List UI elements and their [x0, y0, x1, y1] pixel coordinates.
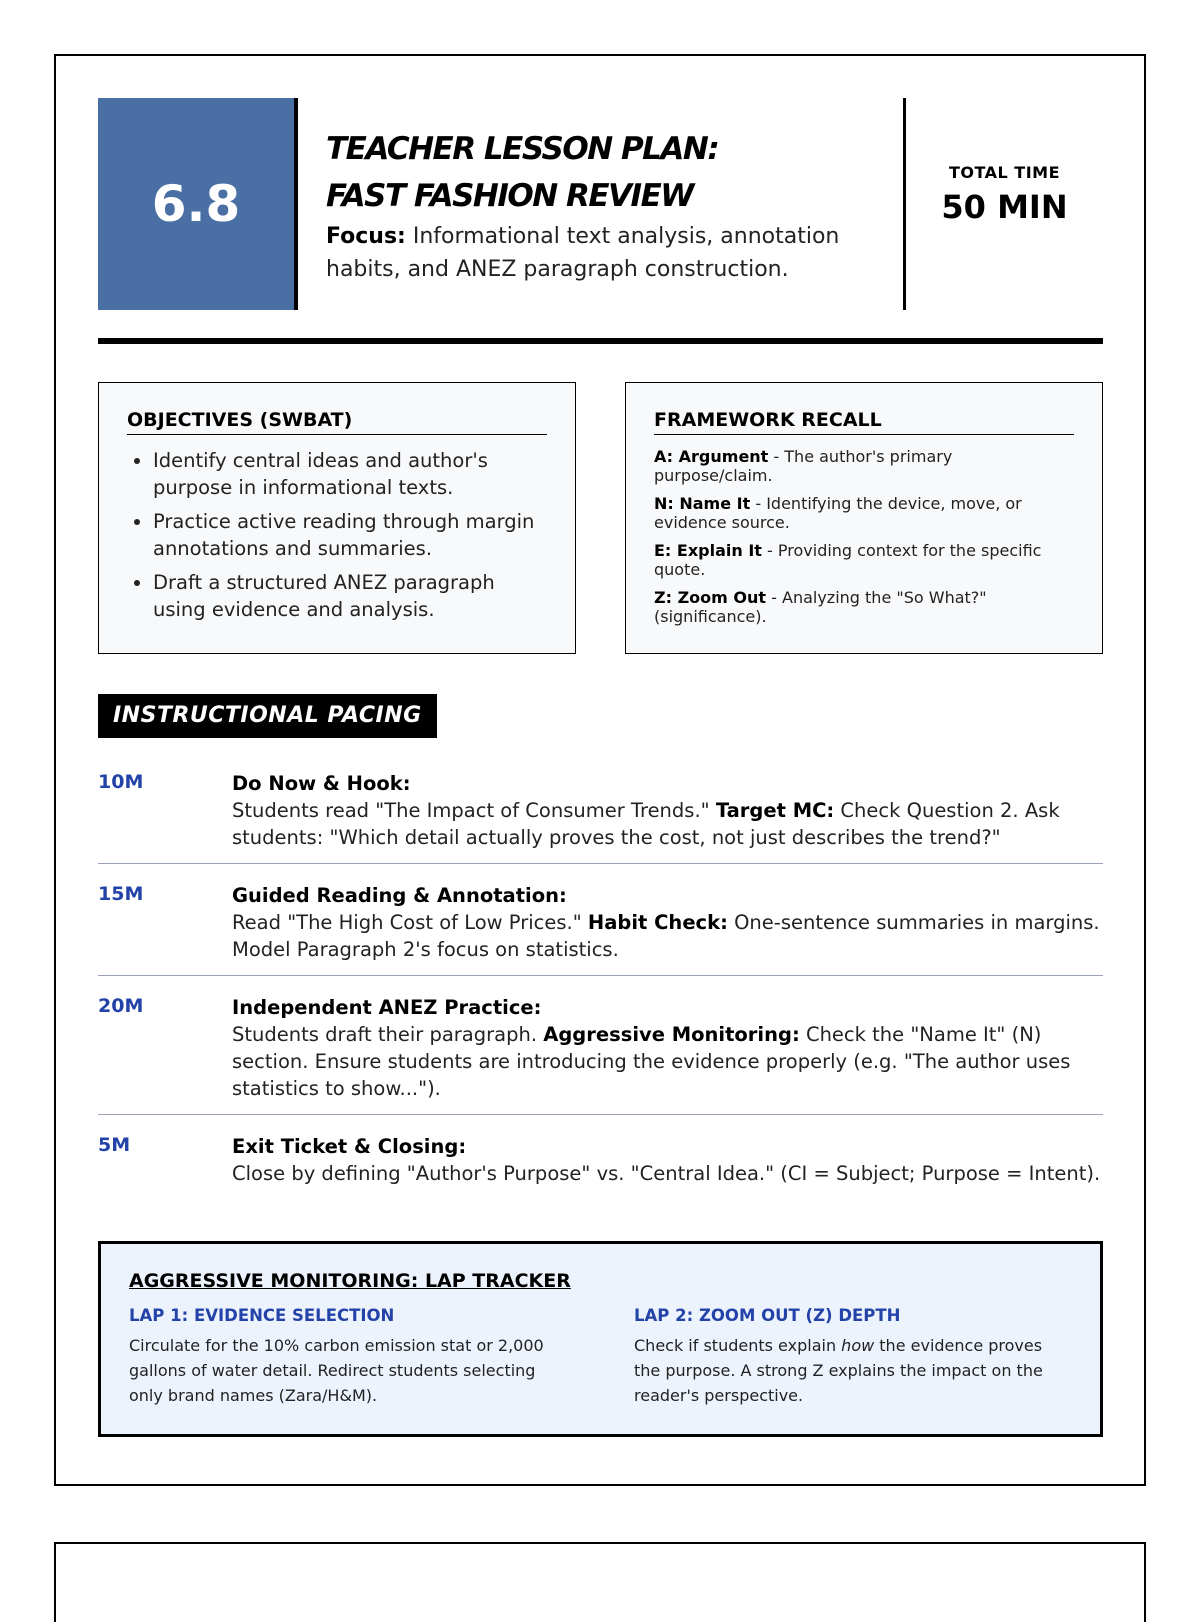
pacing-row — [98, 864, 1103, 976]
pacing-row — [98, 762, 1103, 864]
framework-desc: - Providing context for the specific quote. — [654, 541, 1042, 579]
pacing-body — [232, 770, 1103, 851]
objective-item: • Practice active reading through margin annotations and summaries. — [153, 508, 547, 562]
pacing-body — [232, 994, 1103, 1102]
pacing-row — [98, 1115, 1103, 1199]
lap-2 — [634, 1306, 1072, 1408]
pacing-list — [98, 762, 1103, 1199]
framework-desc: - Analyzing the "So What?" (significance). — [654, 588, 987, 626]
info-boxes — [98, 382, 1103, 654]
page-title: TEACHER LESSON PLAN: FAST FASHION REVIEW — [326, 131, 719, 214]
pacing-text: Check the "Name It" (N) section. Ensure students are introducing the evidence properly (e.g. "The author uses statistics to show..."). — [232, 1023, 1071, 1100]
pacing-heading: INSTRUCTIONAL PACING — [98, 694, 437, 738]
pacing-text: Students draft their paragraph. — [232, 1023, 538, 1046]
lap-tracker-box — [98, 1241, 1103, 1437]
framework-item — [654, 494, 1074, 532]
lap-columns — [129, 1306, 1072, 1408]
objectives-title: OBJECTIVES (SWBAT) — [127, 409, 547, 435]
pacing-text: Close by defining "Author's Purpose" vs. "Central Idea." (CI = Subject; Purpose = Intent). — [232, 1162, 1101, 1185]
focus-text: Informational text analysis, annotation habits, and ANEZ paragraph construction. — [326, 224, 840, 282]
lap-2-title: LAP 2: ZOOM OUT (Z) DEPTH — [634, 1306, 901, 1325]
pacing-bold: Target MC: — [715, 799, 835, 822]
lap-2-text-b: the evidence proves the purpose. A strong Z explains the impact on the reader's perspective. — [634, 1336, 1043, 1405]
title-block — [298, 98, 903, 310]
total-time-label: TOTAL TIME — [948, 162, 1061, 182]
framework-term: Z: Zoom Out — [654, 588, 767, 607]
framework-term: N: Name It — [654, 494, 751, 513]
framework-desc: - The author's primary purpose/claim. — [654, 447, 953, 485]
framework-item — [654, 588, 1074, 626]
framework-term: E: Explain It — [654, 541, 762, 560]
objectives-list — [127, 447, 547, 623]
total-time-block — [903, 98, 1103, 310]
lesson-plan-page — [54, 54, 1146, 1486]
framework-title: FRAMEWORK RECALL — [654, 409, 1074, 435]
pacing-title: Guided Reading & Annotation: — [232, 884, 567, 907]
pacing-time: 5M — [98, 1134, 131, 1156]
focus-label: Focus: — [326, 224, 406, 249]
lap-1-title: LAP 1: EVIDENCE SELECTION — [129, 1306, 395, 1325]
pacing-bold: Habit Check: — [587, 911, 728, 934]
pacing-time: 15M — [98, 883, 144, 905]
pacing-title: Do Now & Hook: — [232, 772, 411, 795]
next-page — [54, 1542, 1146, 1622]
framework-box — [625, 382, 1103, 654]
framework-desc: - Identifying the device, move, or evidence source. — [654, 494, 1022, 532]
objective-item: • Draft a structured ANEZ paragraph using evidence and analysis. — [153, 569, 547, 623]
framework-item — [654, 447, 1074, 485]
lap-2-text — [634, 1333, 1072, 1408]
pacing-bold: Aggressive Monitoring: — [543, 1023, 800, 1046]
pacing-time: 20M — [98, 995, 144, 1017]
pacing-body — [232, 1133, 1103, 1187]
lap-1 — [129, 1306, 567, 1408]
page-content — [98, 98, 1103, 1437]
lap-2-emphasis: how — [841, 1336, 875, 1355]
lap-tracker-title: AGGRESSIVE MONITORING: LAP TRACKER — [129, 1270, 571, 1292]
lesson-number: 6.8 — [98, 98, 298, 310]
header — [98, 98, 1103, 310]
pacing-title: Independent ANEZ Practice: — [232, 996, 542, 1019]
header-divider — [98, 338, 1103, 344]
framework-list — [654, 447, 1074, 626]
lap-2-text-a: Check if students explain — [634, 1336, 837, 1355]
pacing-row — [98, 976, 1103, 1115]
pacing-title: Exit Ticket & Closing: — [232, 1135, 467, 1158]
lap-1-text: Circulate for the 10% carbon emission stat or 2,000 gallons of water detail. Redirect students selecting only brand names (Zara/H&M). — [129, 1336, 544, 1405]
total-time-value: 50 MIN — [941, 187, 1068, 226]
focus-line — [326, 220, 846, 286]
pacing-text: Check Question 2. Ask students: "Which detail actually proves the cost, not just describes the trend?" — [232, 799, 1060, 849]
objective-item: • Identify central ideas and author's purpose in informational texts. — [153, 447, 547, 501]
framework-item — [654, 541, 1074, 579]
pacing-text: Read "The High Cost of Low Prices." — [232, 911, 582, 934]
objectives-box — [98, 382, 576, 654]
pacing-time: 10M — [98, 771, 144, 793]
framework-term: A: Argument — [654, 447, 769, 466]
pacing-text: Students read "The Impact of Consumer Trends." — [232, 799, 710, 822]
pacing-body — [232, 882, 1103, 963]
pacing-text: One-sentence summaries in margins. Model Paragraph 2's focus on statistics. — [232, 911, 1100, 961]
